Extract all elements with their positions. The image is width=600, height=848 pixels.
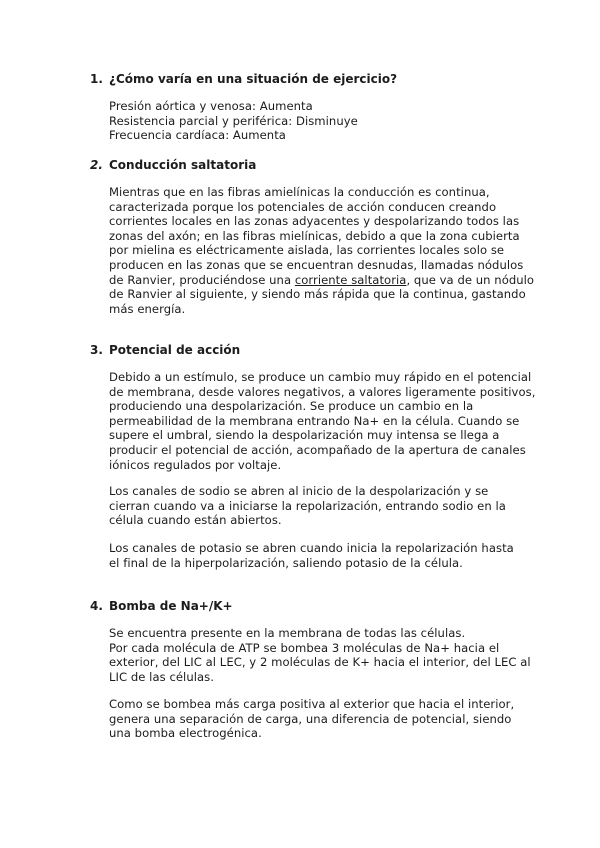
section-2-body [109, 185, 535, 316]
text-line [109, 272, 535, 288]
text-line: Los canales de sodio se abren al inicio de la despolarización y se [109, 484, 489, 498]
text-line: cierran cuando va a iniciarse la repolarización, entrando sodio en la [109, 498, 506, 513]
text-line: genera una separación de carga, una diferencia de potencial, siendo [109, 711, 512, 726]
text-line: producen en las zonas que se encuentran desnudas, llamadas nódulos [109, 257, 524, 272]
section-1-title: ¿Cómo varía en una situación de ejercicio? [109, 72, 398, 86]
underlined-term: corriente saltatoria [294, 272, 407, 287]
text-line: produciendo una despolarización. Se produce un cambio en la [109, 399, 474, 414]
text-line: Frecuencia cardíaca: Aumenta [109, 128, 286, 143]
section-4-paragraph-1 [109, 626, 529, 684]
section-3-title: Potencial de acción [109, 343, 241, 357]
text-line: producir el potencial de acción, acompañado de la apertura de canales [109, 442, 526, 457]
text-line: exterior, del LIC al LEC, y 2 moléculas de K+ hacia el interior, del LEC al [109, 655, 531, 670]
text-line: célula cuando están abiertos. [109, 513, 282, 528]
text-line: una bomba electrogénica. [109, 726, 262, 741]
section-1-body [109, 99, 529, 143]
section-3-paragraph-2 [109, 484, 529, 528]
text-line: permeabilidad de la membrana entrando Na+ en la célula. Cuando se [109, 413, 520, 428]
text-line: Debido a un estímulo, se produce un cambio muy rápido en el potencial [109, 370, 532, 384]
section-3-paragraph-3 [109, 541, 529, 570]
text-line: Resistencia parcial y periférica: Disminuye [109, 113, 358, 128]
text-line: Presión aórtica y venosa: Aumenta [109, 99, 313, 113]
text-line: LIC de las células. [109, 669, 214, 684]
text-line: zonas del axón; en las fibras mielínicas, debido a que la zona cubierta [109, 228, 520, 243]
text-line: de membrana, desde valores negativos, a valores ligeramente positivos, [109, 384, 536, 399]
text-fragment: de Ranvier, produciéndose una [109, 272, 295, 287]
text-line: caracterizada porque los potenciales de acción conducen creando [109, 199, 497, 214]
text-line: por mielina es eléctricamente aislada, las corrientes locales solo se [109, 243, 505, 258]
text-line: iónicos regulados por voltaje. [109, 457, 282, 472]
text-line: más energía. [109, 301, 186, 316]
text-line: corrientes locales en las zonas adyacentes y despolarizando todos las [109, 214, 520, 229]
text-line: supere el umbral, siendo la despolarización muy intensa se llega a [109, 428, 500, 443]
text-line: el final de la hiperpolarización, saliendo potasio de la célula. [109, 555, 463, 570]
section-1-number: 1. [90, 72, 103, 86]
section-2-title: Conducción saltatoria [109, 158, 257, 172]
text-line: Los canales de potasio se abren cuando inicia la repolarización hasta [109, 541, 514, 555]
text-line: Por cada molécula de ATP se bombea 3 moléculas de Na+ hacia el [109, 640, 500, 655]
text-line: de Ranvier al siguiente, y siendo más rápida que la continua, gastando [109, 287, 526, 302]
section-3-paragraph-1 [109, 370, 536, 472]
section-4-title: Bomba de Na+/K+ [109, 599, 233, 613]
section-4-paragraph-2 [109, 697, 529, 741]
section-2-number: 2. [90, 158, 103, 172]
section-4-number: 4. [90, 599, 103, 613]
text-line: Como se bombea más carga positiva al exterior que hacia el interior, [109, 697, 515, 711]
section-3-number: 3. [90, 343, 103, 357]
text-line: Mientras que en las fibras amielínicas la conducción es continua, [109, 185, 490, 199]
text-fragment: , que va de un nódulo [406, 272, 535, 287]
text-line: Se encuentra presente en la membrana de todas las células. [109, 626, 466, 640]
